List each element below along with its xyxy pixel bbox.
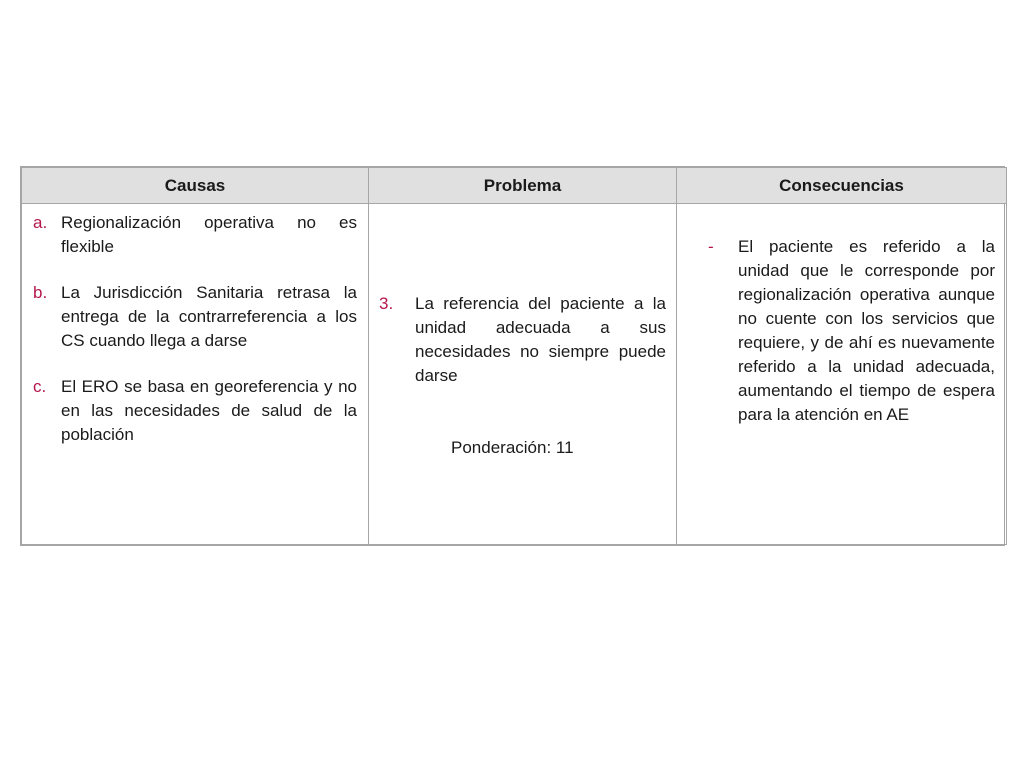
cause-item-b (23, 281, 357, 353)
cause-text: La Jurisdicción Sanitaria retrasa la entrega de la contrarreferencia a los CS cuando llega a darse (61, 283, 357, 350)
consequence-marker: - (708, 237, 714, 256)
table (21, 167, 1007, 545)
header-causas: Causas (22, 168, 369, 204)
cause-marker: c. (33, 377, 47, 396)
content-row (22, 204, 1007, 545)
cause-item-a (23, 211, 357, 259)
consequence-text: El paciente es referido a la unidad que le corresponde por regionalización operativa aunque no cuente con los servicios que requiere, y de ahí es nuevamente referido a la unidad adecuada, aumentando el tiempo de espera para la atención en AE (738, 237, 995, 424)
cause-marker: a. (33, 213, 48, 232)
weighting-label: Ponderación: 11 (451, 438, 574, 457)
problem-item (369, 292, 666, 388)
header-row (22, 168, 1007, 204)
cause-text: El ERO se basa en georeferencia y no en las necesidades de salud de la población (61, 377, 357, 444)
problem-cell (369, 204, 677, 545)
causes-problem-table (20, 166, 1005, 546)
consequences-cell (677, 204, 1007, 545)
cause-text: Regionalización operativa no es flexible (61, 213, 357, 256)
cause-item-c (23, 375, 357, 447)
header-consecuencias: Consecuencias (677, 168, 1007, 204)
consequence-item (678, 235, 1005, 427)
problem-text: La referencia del paciente a la unidad adecuada a sus necesidades no siempre puede darse (415, 294, 666, 385)
header-problema: Problema (369, 168, 677, 204)
causes-cell (22, 204, 369, 545)
cause-marker: b. (33, 283, 48, 302)
causes-list (23, 211, 367, 447)
problem-marker: 3. (379, 294, 394, 313)
